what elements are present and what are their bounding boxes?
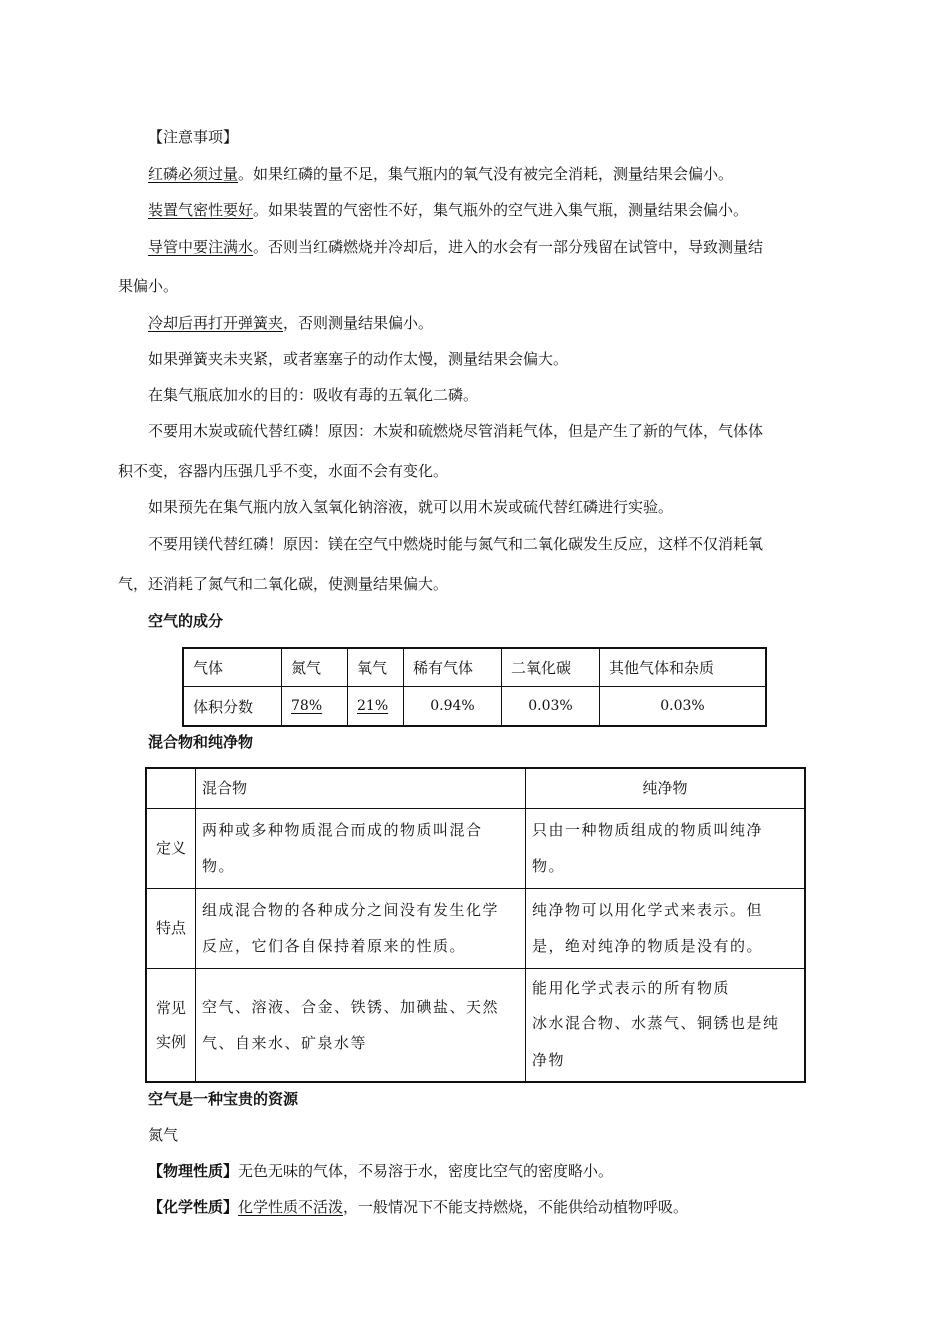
table-row: [146, 768, 805, 808]
table-cell: 混合物: [196, 768, 526, 808]
table-cell: [196, 888, 526, 968]
property-label: 【化学性质】: [148, 1198, 239, 1216]
cell-line: 常见: [155, 998, 186, 1017]
table-row: [183, 648, 766, 687]
value-oxygen: 21%: [357, 698, 389, 714]
table-cell: 特点: [146, 888, 196, 968]
table-cell: 氮气: [282, 648, 348, 687]
note-emphasis: 导管中要注满水: [148, 238, 254, 256]
note-clamp: 如果弹簧夹未夹紧，或者塞塞子的动作太慢，测量结果会偏大。: [148, 350, 569, 368]
note-text: 。否则当红磷燃烧并冷却后，进入的水会有一部分残留在试管中，导致测量结: [253, 238, 764, 256]
table-cell: [146, 968, 196, 1082]
note-tube-water: [148, 237, 763, 257]
cell-line: 只由一种物质组成的物质叫纯净: [532, 821, 764, 839]
note-airtight: [148, 200, 748, 220]
note-emphasis: 装置气密性要好: [148, 201, 254, 219]
property-label: 【物理性质】: [148, 1162, 239, 1180]
cell-line: 空气、溶液、合金、铁锈、加碘盐、天然: [202, 997, 500, 1016]
table-row: [146, 808, 805, 888]
cell-line: 能用化学式表示的所有物质: [532, 978, 731, 997]
table-cell: 氧气: [348, 648, 404, 687]
chemical-properties: [148, 1197, 688, 1217]
note-text: ，否则测量结果偏小。: [283, 314, 434, 332]
nitrogen-heading: 氮气: [148, 1126, 179, 1144]
cell-line: 组成混合物的各种成分之间没有发生化学: [202, 901, 500, 919]
cell-line: 气、自来水、矿泉水等: [202, 1033, 368, 1052]
note-cool-down: [148, 313, 433, 333]
cell-line: 冰水混合物、水蒸气、铜锈也是纯: [532, 1013, 780, 1032]
note-magnesium: 不要用镁代替红磷！原因：镁在空气中燃烧时能与氮气和二氧化碳发生反应，这样不仅消耗氧: [148, 535, 764, 553]
note-naoh: 如果预先在集气瓶内放入氢氧化钠溶液，就可以用木炭或硫代替红磷进行实验。: [148, 498, 674, 516]
note-tube-water-cont: 果偏小。: [118, 277, 179, 295]
resource-heading: 空气是一种宝贵的资源: [148, 1090, 299, 1108]
note-emphasis: 红磷必须过量: [148, 165, 239, 183]
table-row: [183, 687, 766, 727]
table-cell: 0.03%: [600, 687, 767, 727]
note-charcoal: 不要用木炭或硫代替红磷！原因：木炭和硫燃烧尽管消耗气体，但是产生了新的气体，气体体: [148, 422, 764, 440]
table-cell: 0.03%: [502, 687, 600, 727]
note-water-purpose: 在集气瓶底加水的目的：吸收有毒的五氧化二磷。: [148, 386, 479, 404]
table-cell: 气体: [183, 648, 282, 687]
note-text: 。如果红磷的量不足，集气瓶内的氧气没有被完全消耗，测量结果会偏小。: [238, 165, 734, 183]
note-text: 。如果装置的气密性不好，集气瓶外的空气进入集气瓶，测量结果会偏小。: [253, 201, 749, 219]
table-cell: [282, 687, 348, 727]
mixture-heading: 混合物和纯净物: [148, 733, 254, 751]
cell-line: 纯净物可以用化学式来表示。但: [532, 901, 764, 919]
table-cell: 0.94%: [404, 687, 502, 727]
cell-line: 两种或多种物质混合而成的物质叫混合: [202, 821, 483, 839]
table-cell: 其他气体和杂质: [600, 648, 767, 687]
table-cell: [146, 768, 196, 808]
table-cell: [526, 808, 806, 888]
note-excess-phosphorus: [148, 164, 733, 184]
value-nitrogen: 78%: [291, 698, 323, 714]
note-emphasis: 冷却后再打开弹簧夹: [148, 314, 284, 332]
table-cell: 定义: [146, 808, 196, 888]
cell-line: 是，绝对纯净的物质是没有的。: [532, 937, 764, 955]
cell-line: 反应，它们各自保持着原来的性质。: [202, 937, 467, 955]
table-cell: 纯净物: [526, 768, 806, 808]
property-text: 无色无味的气体，不易溶于水，密度比空气的密度略小。: [238, 1162, 614, 1180]
notes-heading: 【注意事项】: [148, 128, 239, 146]
table-cell: [196, 968, 526, 1082]
air-composition-table: [182, 647, 767, 727]
cell-line: 物。: [532, 857, 566, 875]
cell-line: 净物: [532, 1050, 566, 1069]
table-row: [146, 888, 805, 968]
table-cell: [526, 888, 806, 968]
property-text: ，一般情况下不能支持燃烧，不能供给动植物呼吸。: [343, 1198, 689, 1216]
table-cell: 体积分数: [183, 687, 282, 727]
table-cell: 二氧化碳: [502, 648, 600, 687]
note-magnesium-cont: 气，还消耗了氮气和二氧化碳，使测量结果偏大。: [118, 575, 449, 593]
table-cell: [196, 808, 526, 888]
table-cell: 稀有气体: [404, 648, 502, 687]
table-cell: [348, 687, 404, 727]
mixture-table: [145, 767, 806, 1083]
table-cell: [526, 968, 806, 1082]
physical-properties: [148, 1161, 613, 1181]
air-composition-heading: 空气的成分: [148, 612, 224, 630]
cell-line: 物。: [202, 857, 236, 875]
property-emphasis: 化学性质不活泼: [238, 1198, 344, 1216]
note-charcoal-cont: 积不变，容器内压强几乎不变，水面不会有变化。: [118, 462, 449, 480]
cell-line: 实例: [155, 1032, 186, 1051]
table-row: [146, 968, 805, 1082]
